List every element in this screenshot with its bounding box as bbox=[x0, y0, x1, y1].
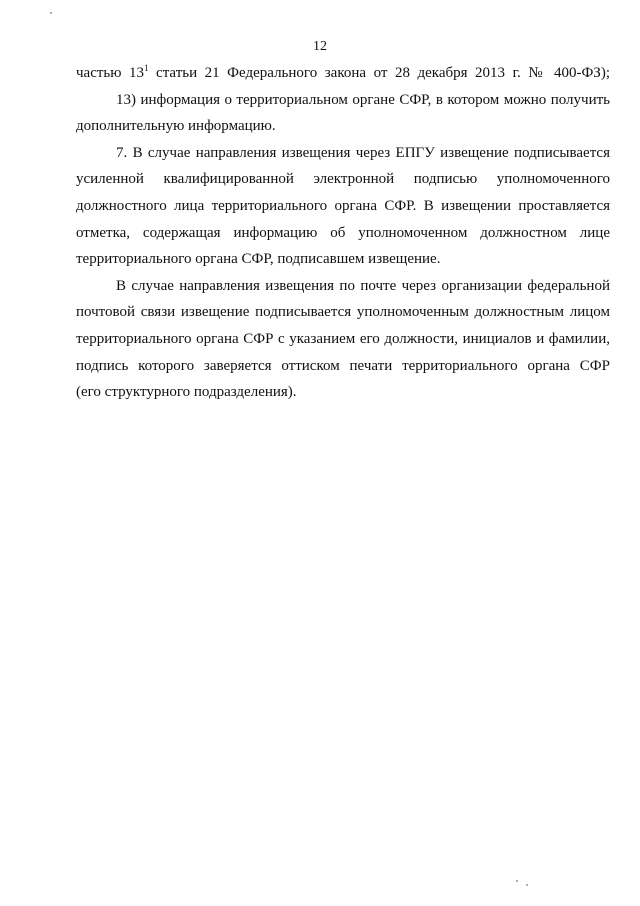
body-text bbox=[76, 60, 610, 406]
page-number: 12 bbox=[313, 39, 327, 54]
text-line: (его структурного подразделения). bbox=[76, 384, 297, 401]
text-line: территориального органа СФР с указанием его должности, инициалов и фамилии, bbox=[76, 330, 610, 347]
scan-artifact bbox=[526, 884, 528, 886]
scan-artifact bbox=[50, 12, 52, 14]
text-line: В случае направления извещения по почте через организации федеральной bbox=[116, 277, 610, 294]
text-line: территориального органа СФР, подписавшем извещение. bbox=[76, 251, 441, 268]
text-line: почтовой связи извещение подписывается уполномоченным должностным лицом bbox=[76, 304, 610, 321]
text-line: 7. В случае направления извещения через ЕПГУ извещение подписывается bbox=[116, 144, 610, 161]
text-line bbox=[76, 60, 610, 87]
text-segment: частью 13 bbox=[76, 65, 144, 81]
text-segment: статьи 21 Федерального закона от 28 декабря 2013 г. № 400-ФЗ); bbox=[148, 65, 610, 81]
scan-artifact bbox=[516, 880, 518, 882]
text-line: подпись которого заверяется оттиском печати территориального органа СФР bbox=[76, 357, 610, 374]
text-line: 13) информация о территориальном органе СФР, в котором можно получить bbox=[116, 91, 610, 108]
text-line: дополнительную информацию. bbox=[76, 118, 276, 135]
text-line: отметка, содержащая информацию об уполномоченном должностном лице bbox=[76, 224, 610, 241]
text-line: должностного лица территориального органа СФР. В извещении проставляется bbox=[76, 197, 610, 214]
text-line: усиленной квалифицированной электронной подписью уполномоченного bbox=[76, 171, 610, 188]
superscript: 1 bbox=[144, 63, 149, 73]
